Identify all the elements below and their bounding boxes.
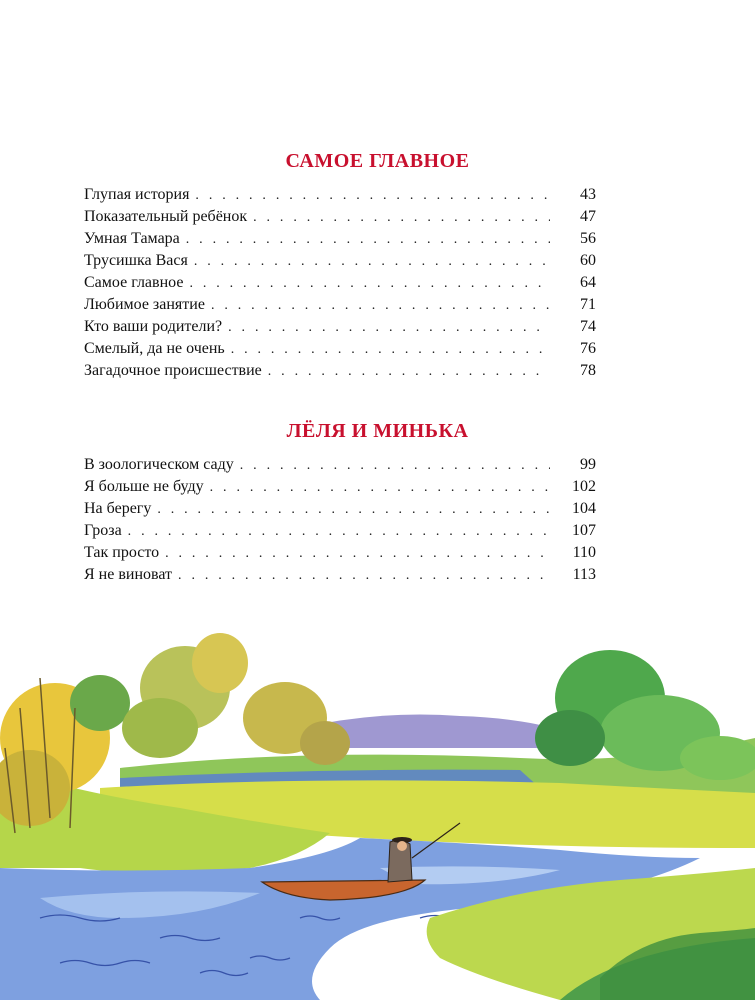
dot-leader <box>240 458 550 474</box>
toc-list-section-2 <box>84 456 596 588</box>
section-title: САМОЕ ГЛАВНОЕ <box>285 150 470 172</box>
toc-entry[interactable] <box>84 296 596 318</box>
dot-leader <box>268 364 550 380</box>
toc-entry[interactable] <box>84 208 596 230</box>
toc-entry[interactable] <box>84 522 596 544</box>
dot-leader <box>194 254 550 270</box>
entry-title: Загадочное происшествие <box>84 362 262 379</box>
toc-entry[interactable] <box>84 318 596 340</box>
section-title: ЛЁЛЯ И МИНЬКА <box>286 420 469 442</box>
dot-leader <box>128 524 550 540</box>
toc-entry[interactable] <box>84 230 596 252</box>
entry-page: 71 <box>580 296 596 313</box>
entry-page: 74 <box>580 318 596 335</box>
dot-leader <box>210 480 550 496</box>
entry-page: 56 <box>580 230 596 247</box>
dot-leader <box>186 232 550 248</box>
toc-entry[interactable] <box>84 478 596 500</box>
landscape-illustration <box>0 618 755 1000</box>
right-trees <box>535 650 755 780</box>
dot-leader <box>231 342 550 358</box>
entry-title: Глупая история <box>84 186 190 203</box>
dot-leader <box>189 276 550 292</box>
entry-title: На берегу <box>84 500 152 517</box>
dot-leader <box>178 568 550 584</box>
entry-title: Гроза <box>84 522 122 539</box>
entry-title: Умная Тамара <box>84 230 180 247</box>
entry-title: Я больше не буду <box>84 478 204 495</box>
entry-page: 76 <box>580 340 596 357</box>
dot-leader <box>195 188 550 204</box>
entry-page: 104 <box>572 500 596 517</box>
entry-title: Кто ваши родители? <box>84 318 223 335</box>
entry-title: Я не виноват <box>84 566 173 583</box>
dot-leader <box>157 502 550 518</box>
toc-list-section-1 <box>84 186 596 384</box>
entry-title: Трусишка Вася <box>84 252 188 269</box>
entry-page: 110 <box>572 544 596 561</box>
toc-entry[interactable] <box>84 274 596 296</box>
toc-entry[interactable] <box>84 362 596 384</box>
toc-entry[interactable] <box>84 566 596 588</box>
entry-title: В зоологическом саду <box>84 456 234 473</box>
toc-entry[interactable] <box>84 186 596 208</box>
entry-title: Самое главное <box>84 274 184 291</box>
entry-page: 113 <box>572 566 596 583</box>
entry-page: 78 <box>580 362 596 379</box>
toc-entry[interactable] <box>84 252 596 274</box>
dot-leader <box>165 546 550 562</box>
entry-title: Любимое занятие <box>84 296 205 313</box>
entry-page: 43 <box>580 186 596 203</box>
entry-page: 107 <box>572 522 596 539</box>
entry-page: 60 <box>580 252 596 269</box>
entry-page: 64 <box>580 274 596 291</box>
toc-entry[interactable] <box>84 340 596 362</box>
toc-entry[interactable] <box>84 500 596 522</box>
entry-title: Так просто <box>84 544 160 561</box>
entry-page: 102 <box>572 478 596 495</box>
dot-leader <box>228 320 550 336</box>
toc-entry[interactable] <box>84 456 596 478</box>
entry-page: 47 <box>580 208 596 225</box>
entry-page: 99 <box>580 456 596 473</box>
dot-leader <box>253 210 550 226</box>
entry-title: Показательный ребёнок <box>84 208 248 225</box>
toc-entry[interactable] <box>84 544 596 566</box>
dot-leader <box>211 298 550 314</box>
entry-title: Смелый, да не очень <box>84 340 225 357</box>
